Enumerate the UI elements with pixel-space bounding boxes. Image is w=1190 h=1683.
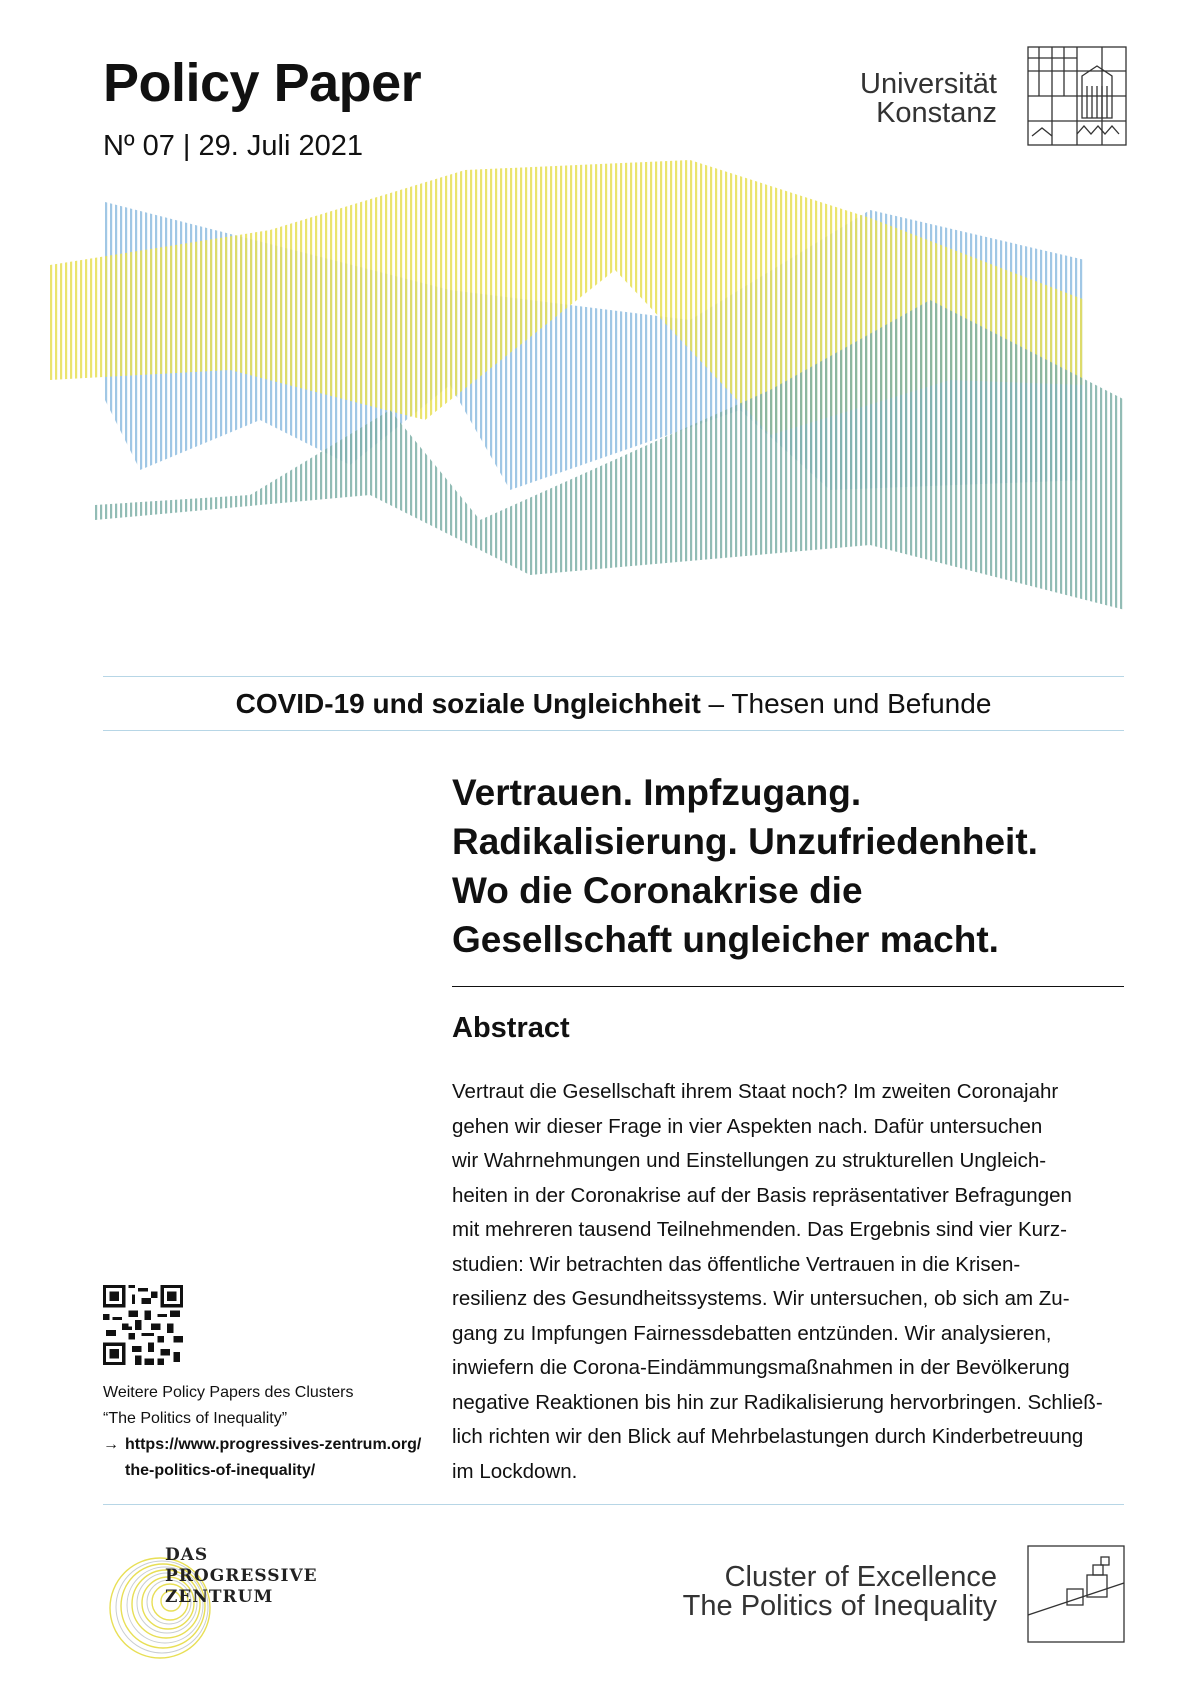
abstract-line: wir Wahrnehmungen und Einstellungen zu strukturellen Ungleich- xyxy=(452,1149,1047,1172)
progressives-zentrum-wordmark xyxy=(165,1545,318,1608)
more-papers-link[interactable] xyxy=(103,1432,443,1458)
abstract-line: lich richten wir den Blick auf Mehrbelastungen durch Kinderbetreuung xyxy=(452,1425,1084,1448)
series-title-rest: – Thesen und Befunde xyxy=(700,688,992,719)
divider-footer xyxy=(103,1504,1124,1505)
more-papers-link-line-1[interactable]: https://www.progressives-zentrum.org/ xyxy=(125,1436,422,1453)
abstract-line: Vertraut die Gesellschaft ihrem Staat noch? Im zweiten Coronajahr xyxy=(452,1080,1059,1103)
abstract-line: negative Reaktionen bis hin zur Radikalisierung hervorbringen. Schließ- xyxy=(452,1390,1103,1414)
cluster-name-line-2: The Politics of Inequality xyxy=(682,1590,997,1622)
abstract-line: heiten in der Coronakrise auf der Basis repräsentativer Befragungen xyxy=(452,1183,1072,1207)
headline-line: Vertrauen. Impfzugang. xyxy=(452,772,862,813)
abstract-line: im Lockdown. xyxy=(452,1459,578,1483)
abstract-body xyxy=(452,1075,1124,1489)
page-title: Policy Paper xyxy=(103,53,422,113)
issue-date: Nº 07 | 29. Juli 2021 xyxy=(103,130,363,162)
university-name-line-2: Konstanz xyxy=(876,97,997,129)
cluster-name-line-1: Cluster of Excellence xyxy=(724,1561,997,1593)
divider-top xyxy=(103,676,1124,677)
series-title xyxy=(103,688,1124,720)
series-title-bold: COVID-19 und soziale Ungleichheit xyxy=(235,688,701,719)
abstract-heading: Abstract xyxy=(452,1012,570,1044)
headline-line: Gesellschaft ungleicher macht. xyxy=(452,919,999,960)
abstract-line: mit mehreren tausend Teilnehmenden. Das Ergebnis sind vier Kurz- xyxy=(452,1218,1067,1241)
more-papers-note xyxy=(103,1380,443,1484)
university-logo-icon xyxy=(1027,46,1127,146)
pz-wordmark-line: PROGRESSIVE xyxy=(165,1566,318,1586)
abstract-line: inwiefern die Corona-Eindämmungsmaßnahmen in der Bevölkerung xyxy=(452,1356,1070,1379)
headline xyxy=(452,768,1132,964)
university-name-line-1: Universität xyxy=(860,68,997,100)
cluster-logo-icon xyxy=(1027,1545,1125,1643)
headline-divider xyxy=(452,986,1124,987)
headline-line: Radikalisierung. Unzufriedenheit. xyxy=(452,821,1038,862)
abstract-line: resilienz des Gesundheitssystems. Wir untersuchen, ob sich am Zu- xyxy=(452,1287,1070,1310)
cluster-name xyxy=(683,1563,997,1621)
more-papers-line-1: Weitere Policy Papers des Clusters xyxy=(103,1384,354,1401)
more-papers-line-2: “The Politics of Inequality” xyxy=(103,1410,288,1427)
headline-line: Wo die Coronakrise die xyxy=(452,870,863,911)
divider-series xyxy=(103,730,1124,731)
abstract-line: gehen wir dieser Frage in vier Aspekten nach. Dafür untersuchen xyxy=(452,1114,1043,1138)
arrow-right-icon: → xyxy=(103,1436,119,1453)
qr-code-icon[interactable] xyxy=(103,1285,183,1365)
pz-wordmark-line: DAS xyxy=(165,1545,209,1565)
pz-wordmark-line: ZENTRUM xyxy=(165,1587,274,1607)
hero-graphic xyxy=(50,160,1130,660)
abstract-line: studien: Wir betrachten das öffentliche Vertrauen in die Krisen- xyxy=(452,1252,1021,1276)
abstract-line: gang zu Impfungen Fairnessdebatten entzünden. Wir analysieren, xyxy=(452,1321,1052,1345)
more-papers-link-line-2[interactable]: the-politics-of-inequality/ xyxy=(125,1462,316,1479)
university-name xyxy=(860,70,997,128)
